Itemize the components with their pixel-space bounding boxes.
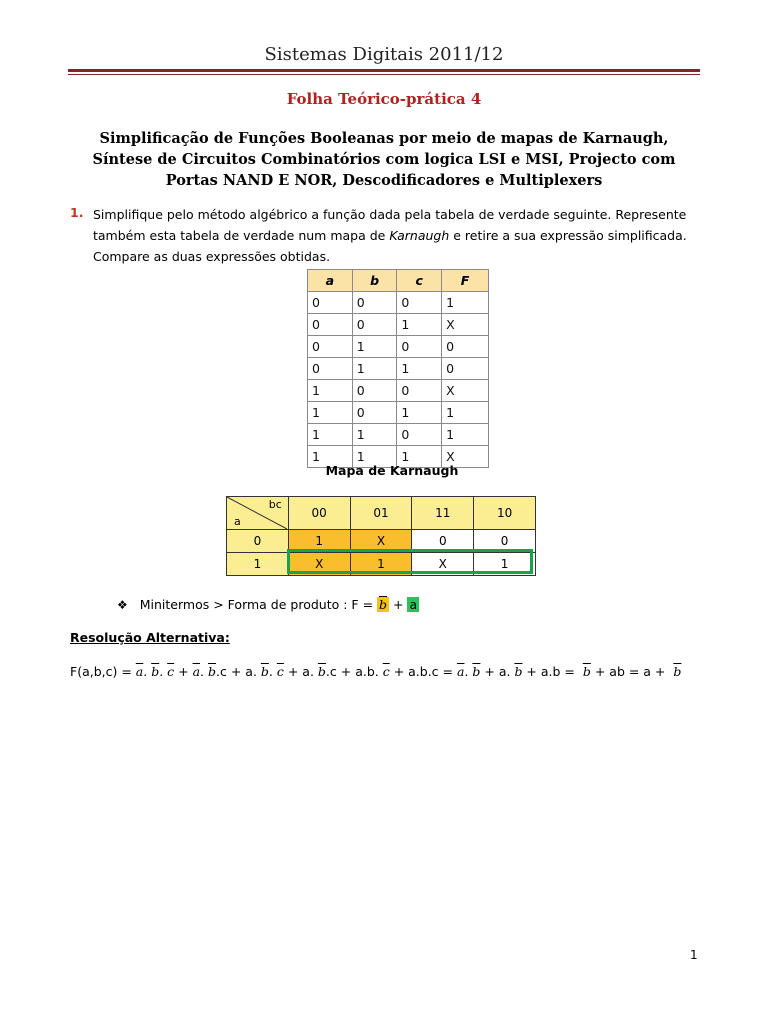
kmap-corner-cell (227, 497, 289, 530)
kmap-column-header: 01 (350, 497, 412, 530)
question-line (93, 225, 701, 246)
truth-table-row (308, 380, 489, 402)
formula-negated-variable: $\overline{b}$ (582, 664, 591, 679)
kmap-corner-bc: bc (268, 498, 282, 511)
formula-segment: .c + a.b. (325, 664, 383, 679)
kmap-row-label: 0 (227, 530, 289, 553)
formula-negated-variable: $\overline{b}$ (472, 664, 481, 679)
formula-negated-variable: $\overline{a}$ (192, 664, 201, 679)
page-number: 1 (690, 948, 698, 962)
formula-segment: F(a,b,c) = (70, 664, 136, 679)
formula-segment: . (159, 664, 168, 679)
kmap-group-outline (287, 549, 533, 574)
formula-segment: . (200, 664, 208, 679)
header-rule-thin (68, 74, 700, 75)
truth-table-cell: 1 (352, 358, 397, 380)
truth-table-row (308, 358, 489, 380)
formula-segment: .c + a. (216, 664, 261, 679)
truth-table-cell: 0 (352, 314, 397, 336)
question-line: Compare as duas expressões obtidas. (93, 249, 331, 264)
question-text (93, 204, 701, 267)
alternative-formula (70, 664, 700, 679)
formula-segment: + a.b = (522, 664, 583, 679)
truth-table-cell: 1 (352, 336, 397, 358)
kmap-cell: 1 (350, 553, 412, 576)
truth-table-cell: 1 (397, 402, 442, 424)
question-line: Simplifique pelo método algébrico a função dada pela tabela de verdade seguinte. Represente (93, 207, 687, 222)
truth-table-cell: 1 (442, 292, 489, 314)
truth-table-cell: 0 (397, 292, 442, 314)
formula-negated-variable: $\overline{c}$ (276, 664, 284, 679)
formula-negated-variable: $\overline{b}$ (260, 664, 269, 679)
truth-table-cell: 1 (308, 424, 353, 446)
header-rule-thick (68, 69, 700, 72)
question-line-part: também esta tabela de verdade num mapa de (93, 228, 390, 243)
truth-table-row (308, 314, 489, 336)
truth-table-cell: 0 (397, 380, 442, 402)
truth-table-cell: 0 (442, 336, 489, 358)
formula-segment: . (268, 664, 277, 679)
truth-table-cell: 0 (397, 424, 442, 446)
truth-table-header: b (352, 270, 397, 292)
sheet-title: Folha Teórico-prática 4 (286, 90, 482, 108)
truth-table-row (308, 292, 489, 314)
kmap-cell: X (288, 553, 350, 576)
truth-table-cell: 0 (352, 402, 397, 424)
truth-table-cell: 0 (308, 314, 353, 336)
truth-table-cell: 0 (397, 336, 442, 358)
alternative-heading: Resolução Alternativa: (70, 630, 230, 645)
minterm-term: a (409, 597, 418, 612)
formula-negated-variable: $\overline{b}$ (514, 664, 523, 679)
truth-table-cell: 1 (352, 446, 397, 468)
minterm-plus: + (393, 597, 408, 612)
main-title (70, 128, 698, 191)
truth-table-cell: 1 (397, 446, 442, 468)
main-title-line: Simplificação de Funções Booleanas por meio de mapas de Karnaugh, (99, 130, 669, 147)
formula-segment: + (174, 664, 193, 679)
truth-table-cell: 1 (397, 358, 442, 380)
formula-negated-variable: $\overline{a}$ (456, 664, 465, 679)
truth-table-cell: X (442, 380, 489, 402)
formula-segment: + a.b.c = (389, 664, 457, 679)
formula-negated-variable: $\overline{a}$ (135, 664, 144, 679)
truth-table-row (308, 336, 489, 358)
truth-table-cell: 1 (442, 424, 489, 446)
truth-table-cell: X (442, 314, 489, 336)
truth-table-cell: 1 (442, 402, 489, 424)
minterms-line (117, 597, 419, 612)
truth-table-cell: 0 (308, 336, 353, 358)
truth-table-cell: 1 (308, 380, 353, 402)
truth-table-row (308, 402, 489, 424)
kmap-column-header: 00 (288, 497, 350, 530)
truth-table-header: a (308, 270, 353, 292)
formula-segment: + a. (480, 664, 515, 679)
kmap-cell: X (412, 553, 474, 576)
question-number: 1. (70, 205, 84, 220)
truth-table-cell: 1 (397, 314, 442, 336)
truth-table (307, 269, 489, 468)
formula-negated-variable: $\overline{b}$ (673, 664, 682, 679)
truth-table-cell: 0 (352, 380, 397, 402)
formula-negated-variable: $\overline{b}$ (317, 664, 326, 679)
diamond-bullet-icon: ❖ (117, 598, 128, 612)
question-line-italic: Karnaugh (389, 228, 450, 243)
formula-segment: . (143, 664, 152, 679)
minterms-prefix: Minitermos > Forma de produto : F = (139, 597, 378, 612)
truth-table-cell: 0 (308, 292, 353, 314)
formula-segment: + a. (283, 664, 318, 679)
truth-table-header-row (308, 270, 489, 292)
truth-table-header: F (442, 270, 489, 292)
kmap-column-header: 11 (412, 497, 474, 530)
formula-segment: . (464, 664, 473, 679)
kmap-cell: 1 (474, 553, 536, 576)
formula-negated-variable: $\overline{c}$ (382, 664, 390, 679)
main-title-line: Síntese de Circuitos Combinatórios com logica LSI e MSI, Projecto com (92, 151, 676, 168)
minterm-term-highlight (377, 597, 389, 612)
kmap-cell: 0 (412, 530, 474, 553)
truth-table-cell: 0 (308, 358, 353, 380)
minterm-term-highlight (407, 597, 419, 612)
page-header-title: Sistemas Digitais 2011/12 (264, 44, 504, 65)
question-line-part: e retire a sua expressão simplificada. (449, 228, 687, 243)
formula-negated-variable: $\overline{b}$ (208, 664, 217, 679)
kmap-cell: 0 (474, 530, 536, 553)
truth-table-body (308, 292, 489, 468)
kmap-header-row (227, 497, 536, 530)
kmap-column-header: 10 (474, 497, 536, 530)
truth-table-cell: 1 (308, 402, 353, 424)
truth-table-header: c (397, 270, 442, 292)
formula-negated-variable: $\overline{c}$ (167, 664, 175, 679)
minterm-term: $\overline{b}$ (379, 597, 388, 612)
formula-negated-variable: $\overline{b}$ (151, 664, 160, 679)
truth-table-cell: X (442, 446, 489, 468)
kmap-row-label: 1 (227, 553, 289, 576)
kmap-corner-a: a (234, 515, 241, 528)
truth-table-cell: 1 (352, 424, 397, 446)
main-title-line: Portas NAND E NOR, Descodificadores e Multiplexers (165, 172, 603, 189)
truth-table-cell: 0 (442, 358, 489, 380)
kmap-cell: X (350, 530, 412, 553)
kmap-cell: 1 (288, 530, 350, 553)
truth-table-row (308, 424, 489, 446)
truth-table-cell: 1 (308, 446, 353, 468)
formula-segment: + ab = a + (590, 664, 674, 679)
truth-table-cell: 0 (352, 292, 397, 314)
kmap-caption: Mapa de Karnaugh (325, 463, 459, 478)
